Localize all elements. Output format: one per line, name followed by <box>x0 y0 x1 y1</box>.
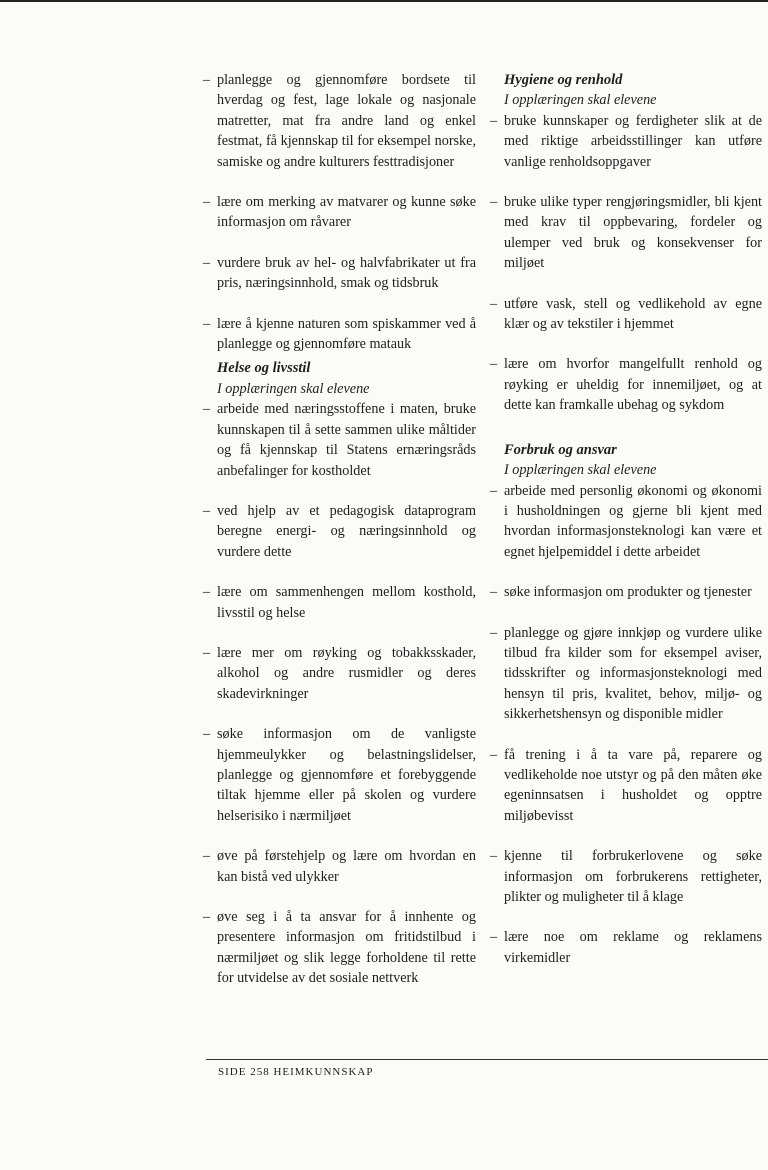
dash: – <box>490 746 498 763</box>
scan-edge <box>0 0 768 2</box>
dash: – <box>203 502 211 519</box>
list-item: – kjenne til forbrukerlovene og søke informasjon om forbrukerens rettigheter, plikter og muligheter til å klage <box>490 848 762 905</box>
list-item: – lære om hvorfor mangelfullt renhold og røyking er uheldig for innemiljøet, og at dette kan framkalle ubehag og sykdom <box>490 356 762 414</box>
list-item: – søke informasjon om produkter og tjenester <box>490 582 762 602</box>
dash: – <box>203 315 211 332</box>
left-column <box>203 70 476 1009</box>
dash: – <box>490 295 498 312</box>
dash: – <box>490 194 498 211</box>
section-subheading: I opplæringen skal elevene <box>504 462 657 479</box>
dash: – <box>490 624 498 641</box>
dash: – <box>203 726 211 743</box>
section-subheading: I opplæringen skal elevene <box>217 380 370 397</box>
list-item: – øve på førstehjelp og lære om hvordan en kan bistå ved ulykker <box>203 848 476 885</box>
dash: – <box>490 112 498 129</box>
list-item: – lære noe om reklame og reklamens virkemidler <box>490 929 762 966</box>
dash: – <box>490 482 498 499</box>
dash: – <box>203 72 211 88</box>
list-item: – bruke kunnskaper og ferdigheter slik at de med riktige arbeidsstillinger kan utføre vanlige renholdsoppgaver <box>490 112 762 170</box>
section-subheading: I opplæringen skal elevene <box>504 92 657 109</box>
dash: – <box>203 401 211 418</box>
list-item: – få trening i å ta vare på, reparere og vedlikeholde noe utstyr og på den måten øke egeninnsatsen i husholdet og opptre miljøbevisst <box>490 746 762 824</box>
dash: – <box>203 584 211 601</box>
list-item: – planlegge og gjøre innkjøp og vurdere ulike tilbud fra kilder som for eksempel aviser, tidsskrifter og informasjonsteknologi med hensyn til pris, kvalitet, behov, miljø- og sikkerhetshensyn og disponible midler <box>490 624 762 723</box>
page-footer: SIDE 258 HEIMKUNNSKAP <box>218 1066 374 1078</box>
list-item: – vurdere bruk av hel- og halvfabrikater ut fra pris, næringsinnhold, smak og tidsbruk <box>203 254 476 292</box>
list-item: – arbeide med næringsstoffene i maten, bruke kunnskapen til å sette sammen ulike måltider og få kjennskap til Statens ernæringsråds anbefalinger for kostholdet <box>203 401 476 479</box>
list-item: – lære om merking av matvarer og kunne søke informasjon om råvarer <box>203 194 476 231</box>
footer-rule <box>206 1059 768 1060</box>
list-item: – bruke ulike typer rengjøringsmidler, bli kjent med krav til oppbevaring, fordeler og ulemper ved bruk og konsekvenser for miljøet <box>490 194 762 272</box>
dash: – <box>203 909 211 925</box>
dash: – <box>203 194 211 211</box>
section-heading: Helse og livsstil <box>217 360 311 377</box>
list-item: – lære mer om røyking og tobakksskader, alkohol og andre rusmidler og deres skadevirkninger <box>203 644 476 702</box>
right-column <box>490 70 762 988</box>
dash: – <box>203 254 211 271</box>
dash: – <box>203 848 211 865</box>
list-item: – utføre vask, stell og vedlikehold av egne klær og av tekstiler i hjemmet <box>490 295 762 333</box>
list-item: – øve seg i å ta ansvar for å innhente og presentere informasjon om fritidstilbud i nærmiljøet og slik legge forholdene til rette for utvidelse av det sosiale nettverk <box>203 909 476 987</box>
dash: – <box>203 644 211 661</box>
dash: – <box>490 929 498 946</box>
list-item: – planlegge og gjennomføre bordsete til hverdag og fest, lage lokale og nasjonale matretter, mat fra andre land og enkel festmat, få kjennskap til for eksempel norske, samiske og andre kulturers festtradisjoner <box>203 72 476 170</box>
list-item: – arbeide med personlig økonomi og økonomi i husholdningen og gjerne bli kjent med hvordan informasjonsteknologi kan være et egnet hjelpemiddel i dette arbeidet <box>490 482 762 560</box>
list-item: – lære om sammenhengen mellom kosthold, livsstil og helse <box>203 584 476 621</box>
section-heading: Forbruk og ansvar <box>504 441 617 458</box>
dash: – <box>490 848 498 865</box>
section-heading: Hygiene og renhold <box>504 72 623 88</box>
list-item: – ved hjelp av et pedagogisk dataprogram beregne energi- og næringsinnhold og vurdere dette <box>203 502 476 560</box>
list-item: – lære å kjenne naturen som spiskammer ved å planlegge og gjennomføre matauk <box>203 315 476 353</box>
dash: – <box>490 356 498 373</box>
list-item: – søke informasjon om de vanligste hjemmeulykker og belastningslidelser, planlegge og gjennomføre et forebyggende tiltak hjemme eller på skolen og vurdere helserisiko i nærmiljøet <box>203 726 476 824</box>
dash: – <box>490 584 498 601</box>
